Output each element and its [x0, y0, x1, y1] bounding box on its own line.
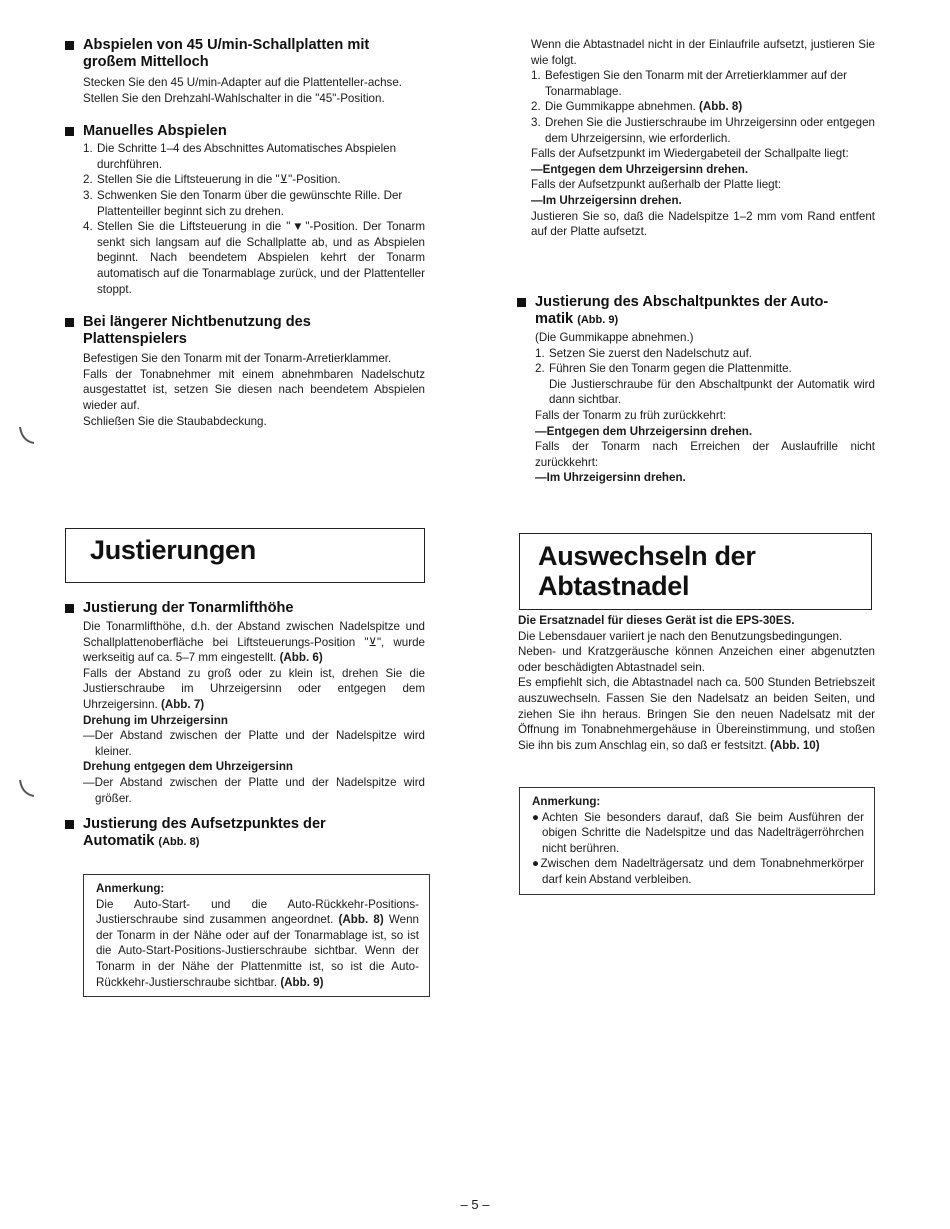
instruction: —Entgegen dem Uhrzeigersinn drehen.	[531, 162, 749, 176]
subheading: Drehung im Uhrzeigersinn	[83, 713, 228, 727]
paragraph: Die Tonarmlifthöhe, d.h. der Abstand zwischen Nadelspitze und Schallplattenoberfläche bei Liftsteuerungs-Position "⊻", wurde werkseitig auf ca. 5–7 mm eingestellt. (Abb. 6)	[83, 620, 425, 665]
note-box	[83, 874, 430, 997]
list-item: 4. Stellen Sie die Liftsteuerung in die "▼"-Position. Der Tonarm senkt sich langsam auf die Schallplatte ab, und as Abspielen beginnt. Nach beendetem Abspielen kehrt der Tonarm automatisch auf die Tonarmablage zurück, und der Plattenteller stoppt.	[83, 220, 425, 296]
instruction: —Im Uhrzeigersinn drehen.	[531, 193, 682, 207]
paragraph: —Der Abstand zwischen der Platte und der Nadelspitze wird kleiner.	[83, 729, 425, 758]
paragraph: Die Ersatznadel für dieses Gerät ist die EPS-30ES.	[518, 614, 795, 627]
paragraph: Befestigen Sie den Tonarm mit der Tonarm-Arretierklammer.	[83, 352, 392, 366]
square-bullet-icon	[517, 298, 526, 307]
paragraph: Falls der Aufsetzpunkt außerhalb der Platte liegt:	[531, 178, 782, 192]
step-list	[535, 346, 875, 408]
note-title: Anmerkung:	[96, 882, 165, 895]
list-item: 2. Stellen Sie die Liftsteuerung in die "⊻"-Position.	[83, 173, 341, 187]
section-arm-lift	[83, 600, 425, 806]
chapter-title: Justierungen	[90, 535, 256, 565]
square-bullet-icon	[65, 41, 74, 50]
note-box	[519, 787, 875, 895]
list-item: 2. Führen Sie den Tonarm gegen die Plattenmitte. Die Justierschraube für den Abschaltpunkt der Automatik wird dann sichtbar.	[535, 362, 875, 407]
section-heading: Abspielen von 45 U/min-Schallplatten mit großem Mittelloch	[83, 37, 425, 71]
subheading: Drehung entgegen dem Uhrzeigersinn	[83, 760, 294, 774]
section-manual-play	[83, 123, 425, 297]
paragraph: Falls der Tonabnehmer mit einem abnehmbaren Nadelschutz ausgestattet ist, setzen Sie diesen nach beendetem Abspielen wieder auf.	[83, 367, 425, 412]
step-list	[83, 141, 425, 297]
chapter-title-box	[519, 533, 872, 610]
instruction: —Entgegen dem Uhrzeigersinn drehen.	[535, 424, 753, 438]
section-setdown-steps	[531, 37, 875, 240]
section-non-use	[83, 314, 425, 429]
paragraph: Stecken Sie den 45 U/min-Adapter auf die Plattenteller-achse.	[83, 76, 403, 89]
note-bullet: ●Zwischen dem Nadelträgersatz und dem Tonabnehmerkörper darf kein Abstand verbleiben.	[532, 857, 864, 886]
section-45-rpm	[83, 37, 425, 106]
paragraph: Schließen Sie die Staubabdeckung.	[83, 414, 267, 428]
paragraph: Es empfiehlt sich, die Abtastnadel nach ca. 500 Stunden Betriebszeit auszuwechseln. Fassen Sie den Nadelsatz an beiden Seiten, und ziehen Sie ihn heraus. Bringen Sie den neuen Nadelsatz mit der Öffnung im Tonabnehmergehäuse in Übereinstimmung, und stoßen Sie ihn bis zum Anschlag ein, so daß er festsitzt. (Abb. 10)	[518, 676, 875, 752]
section-heading: Justierung der Tonarmlifthöhe	[83, 600, 425, 617]
section-heading: Bei längerer Nichtbenutzung des Plattenspielers	[83, 314, 425, 348]
list-item: 1. Setzen Sie zuerst den Nadelschutz auf.	[535, 346, 753, 360]
list-item: 2. Die Gummikappe abnehmen. (Abb. 8)	[531, 100, 743, 114]
chapter-title-line: Auswechseln der	[538, 541, 756, 571]
binder-hole-mark	[18, 778, 36, 800]
instruction: —Im Uhrzeigersinn drehen.	[535, 471, 686, 485]
list-item: 3. Drehen Sie die Justierschraube im Uhrzeigersinn oder entgegen dem Uhrzeigersinn, wie erforderlich.	[531, 115, 875, 145]
paragraph: Justieren Sie so, daß die Nadelspitze 1–2 mm vom Rand entfent auf der Platte aufsetzt.	[531, 209, 875, 239]
chapter-title-box	[65, 528, 425, 583]
paragraph: —Der Abstand zwischen der Platte und der Nadelspitze wird größer.	[83, 775, 425, 805]
chapter-title-line: Abtastnadel	[538, 571, 690, 601]
paragraph: Falls der Aufsetzpunkt im Wiedergabeteil der Schallpalte liegt:	[531, 147, 849, 161]
note-title: Anmerkung:	[532, 795, 601, 808]
right-column	[531, 37, 875, 240]
list-item: 1. Befestigen Sie den Tonarm mit der Arretierklammer auf der Tonarmablage.	[531, 69, 848, 98]
list-item: 1. Die Schritte 1–4 des Abschnittes Automatisches Abspielen durchführen.	[83, 142, 397, 171]
paragraph: Neben- und Kratzgeräusche können Anzeichen einer abgenutzten oder beschädigten Abtastnadel sein.	[518, 645, 875, 674]
step-list	[531, 68, 875, 146]
left-column-lower	[83, 600, 425, 851]
note-bullet: ●Achten Sie besonders darauf, daß Sie beim Ausführen der obigen Schritte die Nadelspitze und das Nadelträgerröhrchen nicht berühren.	[532, 810, 864, 855]
section-heading: Manuelles Abspielen	[83, 123, 425, 140]
paragraph: Falls der Tonarm nach Erreichen der Auslaufrille nicht zurückkehrt:	[535, 440, 875, 469]
section-heading: Justierung des Abschaltpunktes der Auto- matik (Abb. 9)	[535, 294, 875, 329]
paragraph: (Die Gummikappe abnehmen.)	[535, 331, 694, 344]
paragraph: Wenn die Abtastnadel nicht in der Einlaufrile aufsetzt, justieren Sie wie folgt.	[531, 38, 875, 67]
paragraph: Stellen Sie den Drehzahl-Wahlschalter in die "45"-Position.	[83, 91, 385, 105]
left-column	[83, 37, 425, 429]
square-bullet-icon	[65, 318, 74, 327]
paragraph: Falls der Tonarm zu früh zurückkehrt:	[535, 408, 727, 422]
note-text: Die Auto-Start- und die Auto-Rückkehr-Positions-Justierschraube sind zusammen angeordnet. (Abb. 8) Wenn der Tonarm in der Nähe oder auf der Tonarmablage ist, so ist die Auto-Start-Positions-Justierschraube sichtbar. Wenn der Tonarm in der Nähe der Plattenmitte ist, so ist die Auto-Rückkehr-Justierschraube sichtbar. (Abb. 9)	[96, 897, 419, 989]
square-bullet-icon	[65, 127, 74, 136]
right-column-mid	[535, 294, 875, 486]
right-column-lower	[518, 613, 875, 753]
square-bullet-icon	[65, 820, 74, 829]
list-item: 3. Schwenken Sie den Tonarm über die gewünschte Rille. Der Plattenteiller beginnt sich zu drehen.	[83, 188, 403, 218]
paragraph: Falls der Abstand zu groß oder zu klein ist, drehen Sie die Justierschraube im Uhrzeigersinn oder entgegen dem Uhrzeigersinn. (Abb. 7)	[83, 666, 425, 711]
binder-hole-mark	[18, 425, 36, 447]
section-shutoff-point	[535, 294, 875, 486]
page-number: – 5 –	[460, 1197, 490, 1212]
section-heading: Justierung des Aufsetzpunktes der Automatik (Abb. 8)	[83, 816, 425, 851]
square-bullet-icon	[65, 604, 74, 613]
paragraph: Die Lebensdauer variiert je nach den Benutzungsbedingungen.	[518, 629, 843, 643]
section-setdown-point	[83, 816, 425, 851]
